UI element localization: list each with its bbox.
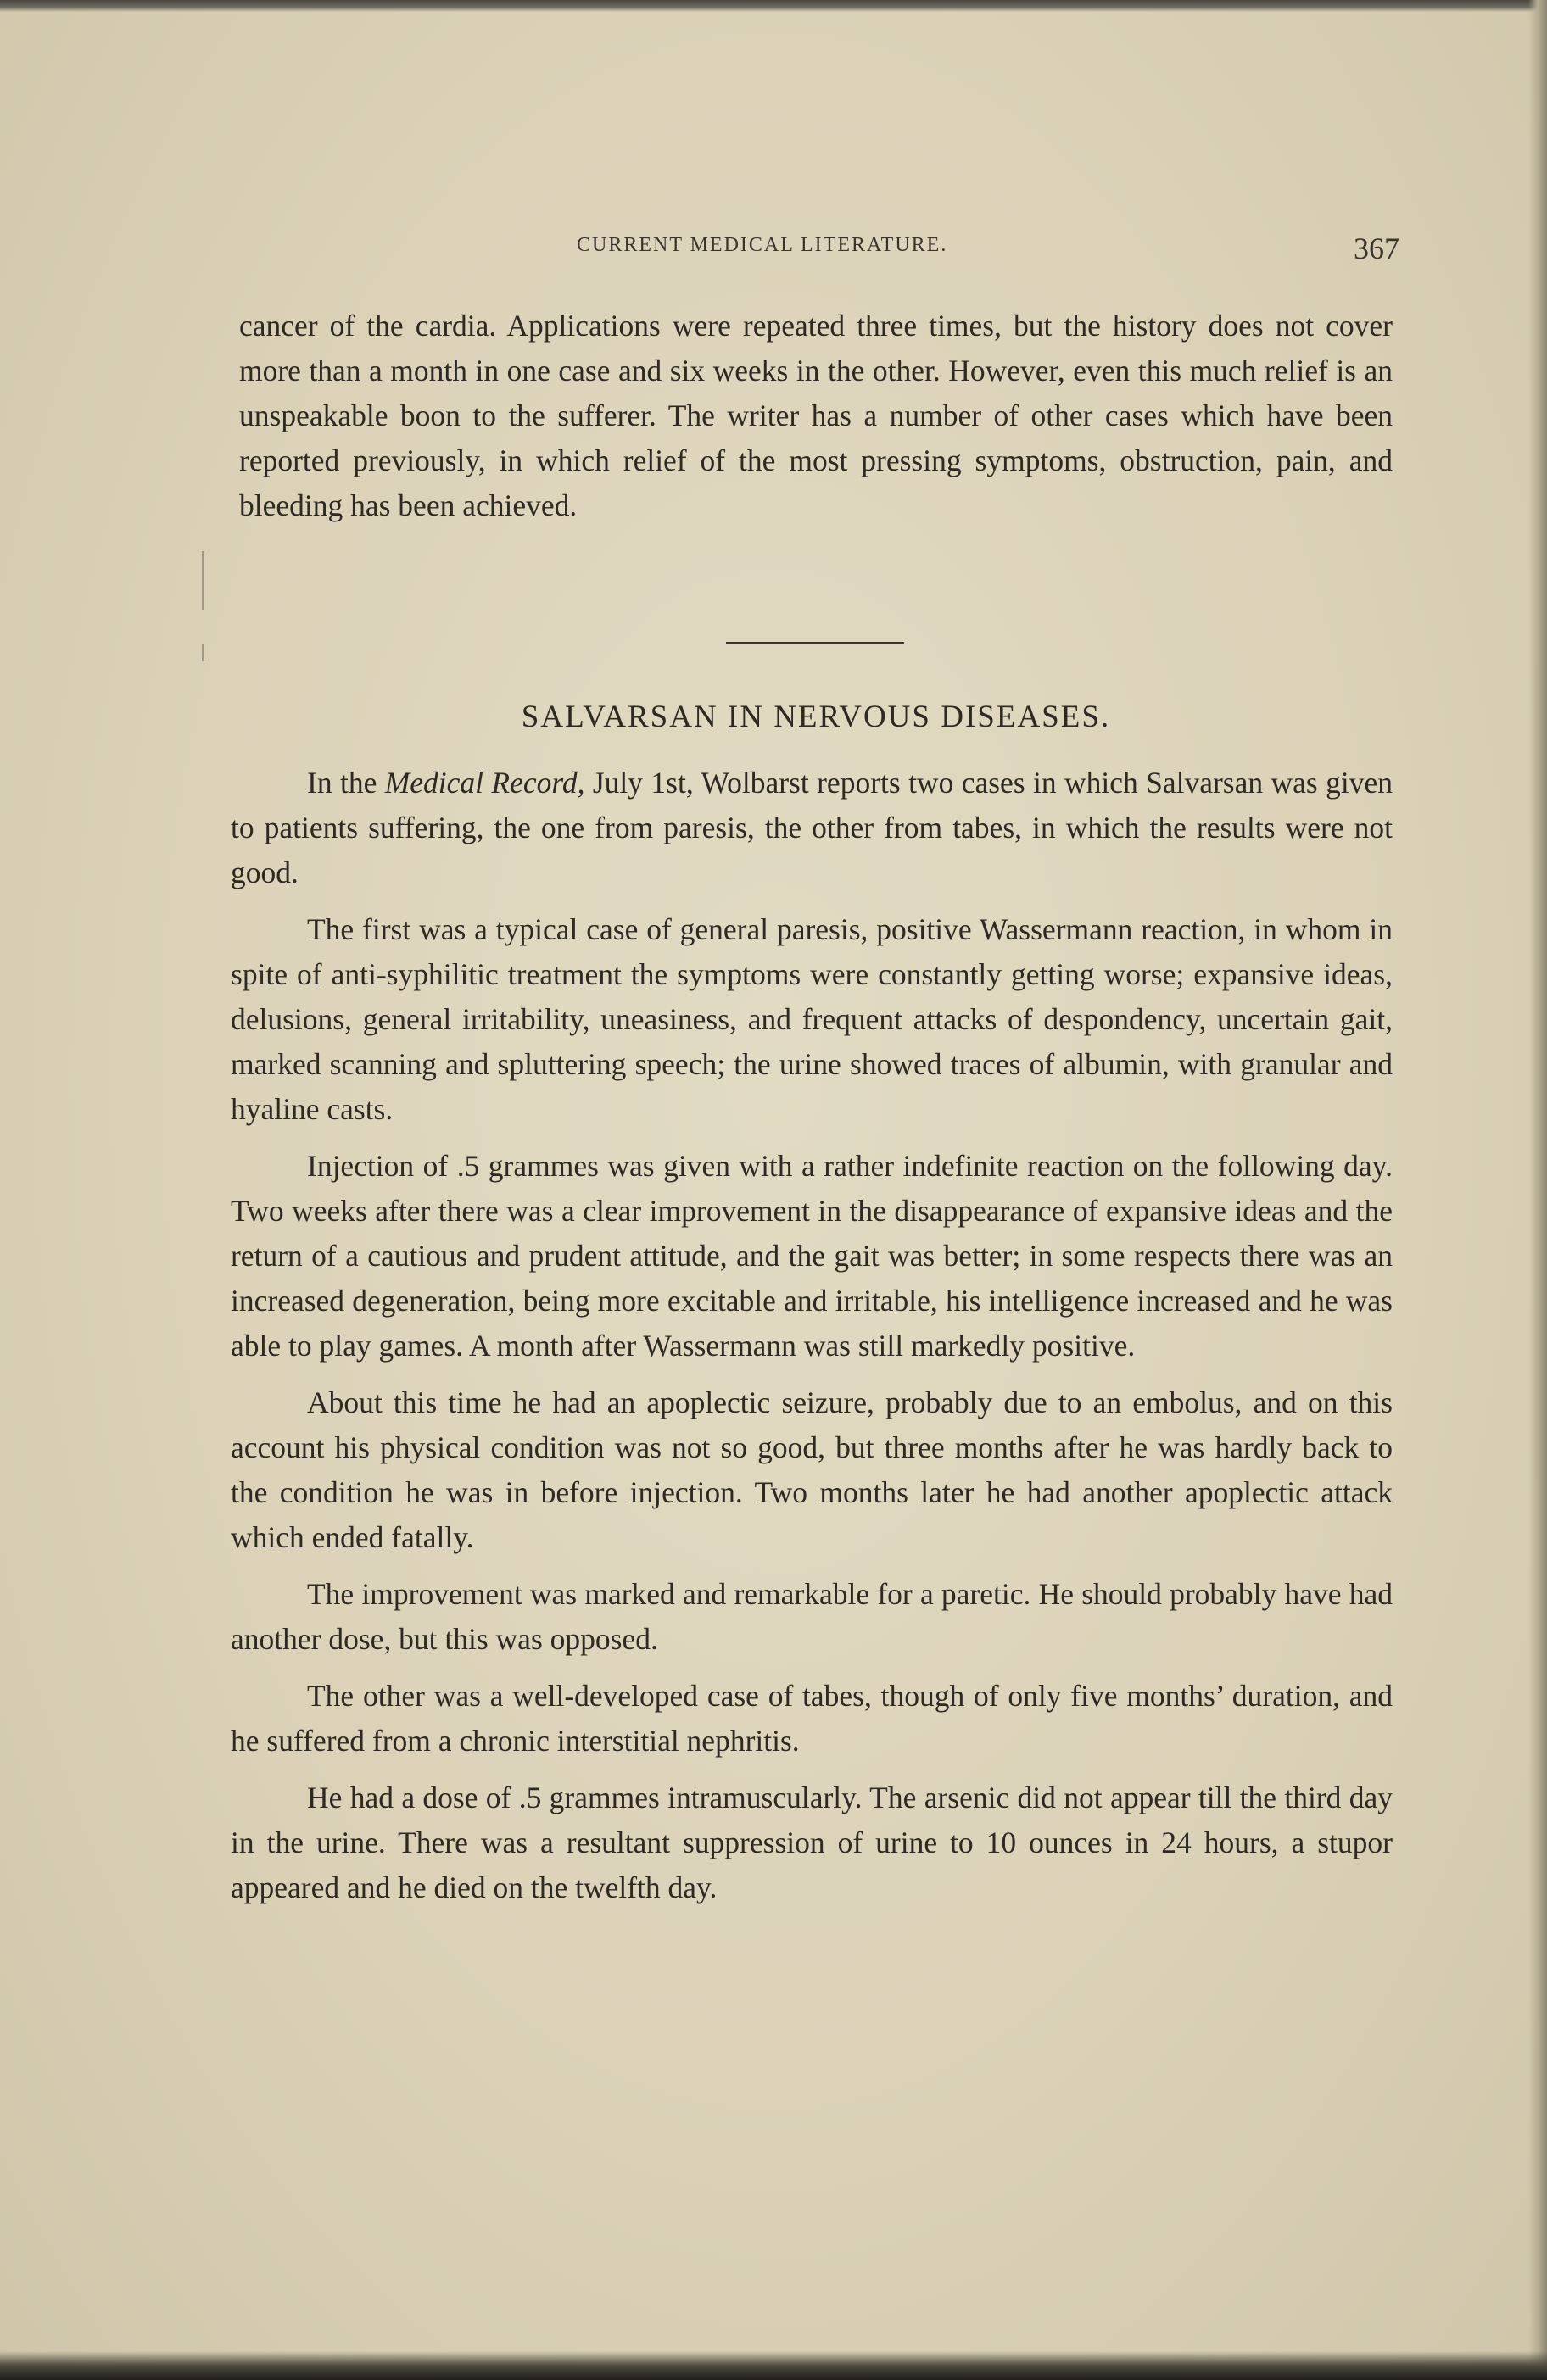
article-paragraph-3: Injection of .5 grammes was given with a rather indefinite reaction on the following day. Two weeks after there was a clear improvement in the disappearance of expansive ideas and the return of a cautious and prudent attitude, and the gait was better; in some respects there was an increased degeneration, being more excitable and irritable, his intelligence increased and he was able to play games. A month after Wassermann was still markedly positive. xyxy=(231,1149,1393,1363)
article-paragraph-1 xyxy=(231,761,1393,895)
paragraph-prefix: In the xyxy=(307,766,385,800)
article-paragraph-5: The improvement was marked and remarkable for a paretic. He should probably have had another dose, but this was opposed. xyxy=(231,1577,1393,1656)
article-paragraph-2: The first was a typical case of general paresis, positive Wassermann reaction, in whom in spite of anti-syphilitic treatment the symptoms were constantly getting worse; expansive ideas, delusions, general irritability, uneasiness, and frequent attacks of despondency, uncertain gait, marked scanning and spluttering speech; the urine showed traces of albumin, with granular and hyaline casts. xyxy=(231,912,1393,1126)
article-paragraph-6: The other was a well-developed case of tabes, though of only five months’ duration, and he suffered from a chronic interstitial nephritis. xyxy=(231,1679,1393,1758)
section-divider xyxy=(726,642,904,644)
article-body xyxy=(231,761,1393,1922)
intro-paragraph: cancer of the cardia. Applications were repeated three times, but the history does not cover more than a month in one case and six weeks in the other. However, even this much relief is an unspeakable boon to the sufferer. The writer has a number of other cases which have been reported previously, in which relief of the most pressing symptoms, obstruction, pain, and bleeding has been achieved. xyxy=(239,309,1393,522)
article-paragraph-7: He had a dose of .5 grammes intramuscularly. The arsenic did not appear till the third day in the urine. There was a resultant suppression of urine to 10 ounces in 24 hours, a stupor appeared and he died on the twelfth day. xyxy=(231,1781,1393,1904)
margin-mark xyxy=(202,551,204,610)
article-paragraph-4: About this time he had an apoplectic seizure, probably due to an embolus, and on this account his physical condition was not so good, but three months after he was hardly back to the condition he was in before injection. Two months later he had another apoplectic attack which ended fatally. xyxy=(231,1385,1393,1554)
journal-title: Medical Record, xyxy=(384,766,585,800)
page-top-shadow xyxy=(0,0,1547,12)
running-title: CURRENT MEDICAL LITERATURE. xyxy=(577,234,948,256)
page-right-edge xyxy=(1528,0,1547,2380)
page-number: 367 xyxy=(1354,231,1399,265)
margin-mark xyxy=(202,644,204,661)
paragraph-rest: July 1st, Wolbarst reports two cases in which Salvarsan was given to patients suffering, the one from paresis, the other from tabes, in which the results were not good. xyxy=(231,766,1393,889)
page-bottom-shadow xyxy=(0,2351,1547,2380)
running-head xyxy=(237,231,1399,265)
article-heading: SALVARSAN IN NERVOUS DISEASES. xyxy=(521,700,1111,734)
